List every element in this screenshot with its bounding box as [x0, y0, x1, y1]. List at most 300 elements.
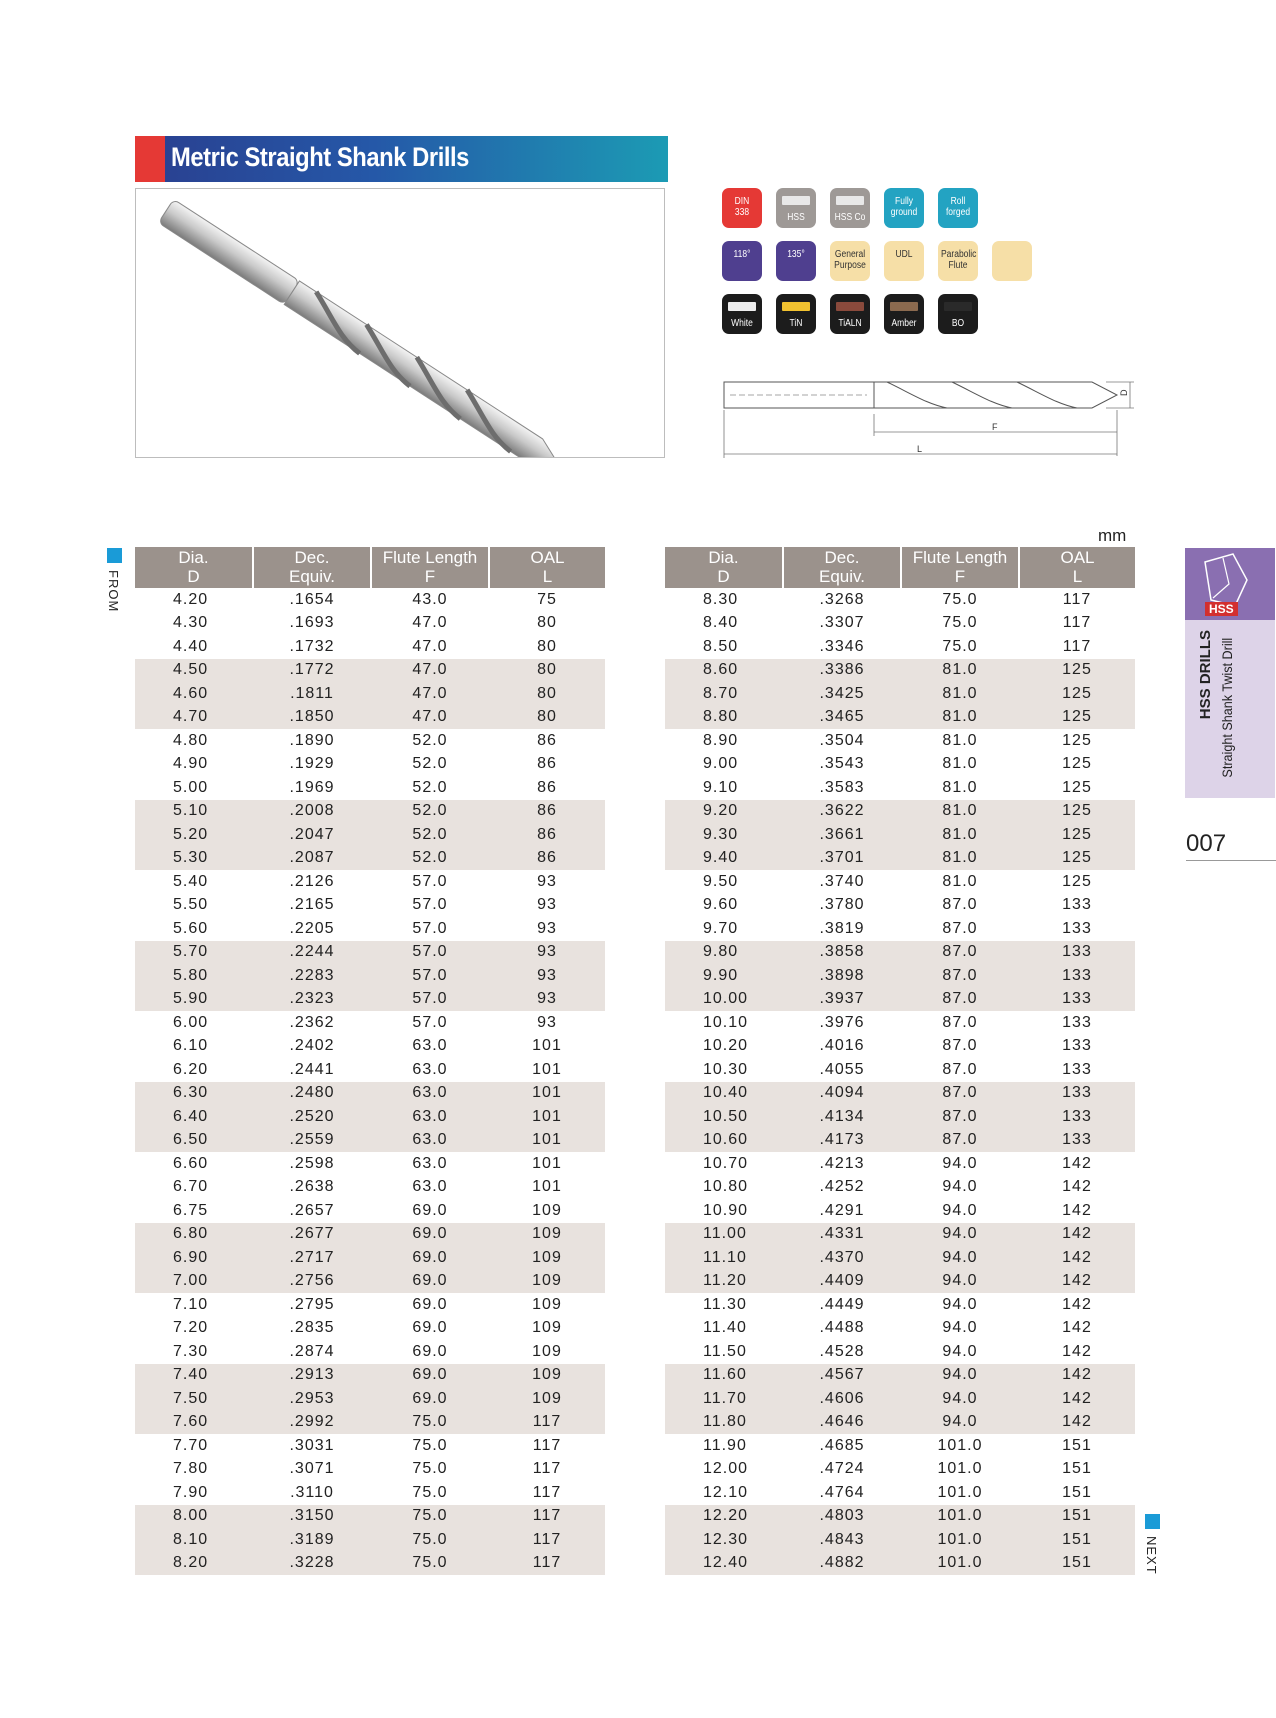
section-tab-body: [1185, 620, 1275, 798]
general-purpose-icon: [830, 241, 870, 281]
column-header-symbol: D: [187, 567, 200, 586]
table-cell: 8.10: [135, 1528, 253, 1552]
table-cell: 125: [1019, 659, 1135, 683]
table-cell: .2835: [289, 1319, 335, 1337]
table-cell: 6.00: [173, 1013, 209, 1031]
table-cell: 10.20: [703, 1037, 749, 1055]
column-header: [1019, 547, 1135, 588]
table-cell: 6.70: [173, 1178, 209, 1196]
table-cell: 10.90: [703, 1201, 749, 1219]
dim-f-label: F: [992, 422, 998, 432]
table-cell: 125: [1019, 682, 1135, 706]
column-header-symbol: F: [424, 567, 436, 586]
table-row: [135, 706, 605, 730]
table-cell: .2638: [289, 1178, 335, 1196]
table-row: [665, 894, 1135, 918]
table-cell: .3858: [783, 941, 901, 965]
table-row: [665, 1199, 1135, 1223]
table-cell: .2677: [253, 1223, 371, 1247]
table-cell: 9.70: [703, 919, 739, 937]
table-cell: 10.00: [665, 988, 783, 1012]
column-header: [489, 547, 605, 588]
table-cell: 142: [1062, 1178, 1092, 1196]
table-cell: 93: [537, 896, 557, 914]
table-cell: 63.0: [371, 1105, 489, 1129]
table-cell: 6.75: [173, 1201, 209, 1219]
table-cell: 10.40: [665, 1082, 783, 1106]
table-cell: 87.0: [942, 1013, 978, 1031]
parabolic-flute-icon-label: Flute: [948, 260, 968, 271]
table-cell: 7.30: [173, 1342, 209, 1360]
table-cell: 101: [489, 1129, 605, 1153]
table-cell: .4685: [819, 1436, 865, 1454]
dim-d-label: D: [1119, 389, 1129, 396]
table-row: [665, 1176, 1135, 1200]
table-cell: 69.0: [412, 1319, 448, 1337]
table-row: [665, 1364, 1135, 1388]
table-cell: .3071: [289, 1460, 335, 1478]
table-cell: 7.10: [173, 1295, 209, 1313]
table-cell: .2087: [253, 847, 371, 871]
table-cell: 7.40: [135, 1364, 253, 1388]
table-cell: 75.0: [942, 590, 978, 608]
table-cell: 133: [1062, 1013, 1092, 1031]
table-cell: 63.0: [412, 1154, 448, 1172]
table-cell: 87.0: [901, 941, 1019, 965]
table-cell: 94.0: [942, 1319, 978, 1337]
table-cell: 12.10: [703, 1483, 749, 1501]
table-cell: 125: [1062, 778, 1092, 796]
table-row: [135, 753, 605, 777]
table-cell: 125: [1019, 847, 1135, 871]
table-cell: 11.20: [665, 1270, 783, 1294]
table-cell: .3661: [783, 823, 901, 847]
table-cell: .4094: [783, 1082, 901, 1106]
table-cell: .2913: [253, 1364, 371, 1388]
table-cell: 6.10: [173, 1037, 209, 1055]
table-cell: .4606: [783, 1387, 901, 1411]
table-cell: 81.0: [901, 800, 1019, 824]
parabolic-flute-icon: [938, 241, 978, 281]
table-row: [135, 1528, 605, 1552]
table-cell: 11.10: [665, 1246, 783, 1270]
table-cell: 125: [1019, 823, 1135, 847]
table-cell: 93: [537, 919, 557, 937]
table-cell: 94.0: [901, 1246, 1019, 1270]
point-118-icon-label: 118°: [733, 249, 751, 260]
table-cell: .2657: [289, 1201, 335, 1219]
table-row: [665, 1035, 1135, 1059]
table-cell: .3583: [819, 778, 865, 796]
table-cell: 75.0: [412, 1460, 448, 1478]
table-cell: 63.0: [412, 1178, 448, 1196]
table-cell: 12.30: [665, 1528, 783, 1552]
table-cell: 8.60: [665, 659, 783, 683]
din-338-icon-label: 338: [734, 207, 750, 218]
table-row: [135, 1199, 605, 1223]
drill-table-left: [135, 547, 605, 1575]
table-cell: 63.0: [412, 1060, 448, 1078]
table-cell: 57.0: [371, 988, 489, 1012]
table-cell: 5.90: [135, 988, 253, 1012]
table-cell: .3268: [819, 590, 865, 608]
table-cell: 101.0: [901, 1552, 1019, 1576]
table-cell: 125: [1062, 755, 1092, 773]
hss-icon-label: HSS: [787, 212, 805, 223]
table-cell: .4449: [819, 1295, 865, 1313]
table-row: [665, 1528, 1135, 1552]
table-row: [135, 917, 605, 941]
table-cell: 75: [537, 590, 557, 608]
table-cell: 7.60: [135, 1411, 253, 1435]
drill-photo: [135, 188, 665, 458]
table-cell: 142: [1062, 1201, 1092, 1219]
table-cell: 52.0: [412, 755, 448, 773]
table-cell: .3937: [783, 988, 901, 1012]
table-cell: 8.30: [703, 590, 739, 608]
amber-finish-icon-label: Amber: [891, 318, 917, 329]
table-row: [665, 1505, 1135, 1529]
dim-l-label: L: [917, 444, 923, 454]
table-cell: 117: [1062, 590, 1092, 608]
table-cell: 75.0: [371, 1505, 489, 1529]
table-cell: 4.20: [173, 590, 209, 608]
table-cell: 101.0: [937, 1460, 983, 1478]
table-row: [665, 706, 1135, 730]
table-cell: 52.0: [371, 847, 489, 871]
table-cell: 87.0: [901, 988, 1019, 1012]
table-cell: 80: [489, 682, 605, 706]
table-row: [665, 753, 1135, 777]
table-cell: 109: [489, 1246, 605, 1270]
table-cell: 8.90: [703, 731, 739, 749]
table-cell: 133: [1019, 1082, 1135, 1106]
next-arrow-icon[interactable]: [1145, 1514, 1160, 1529]
table-cell: 5.10: [135, 800, 253, 824]
table-cell: 81.0: [901, 659, 1019, 683]
table-cell: 94.0: [901, 1364, 1019, 1388]
table-cell: 93: [489, 988, 605, 1012]
table-cell: 57.0: [412, 896, 448, 914]
table-cell: 125: [1062, 731, 1092, 749]
column-header-label: Dec.: [294, 548, 330, 567]
table-row: [135, 776, 605, 800]
table-cell: 133: [1062, 1060, 1092, 1078]
table-cell: .4134: [783, 1105, 901, 1129]
table-cell: 125: [1019, 800, 1135, 824]
table-cell: .4213: [819, 1154, 865, 1172]
table-cell: 101: [489, 1082, 605, 1106]
table-row: [135, 894, 605, 918]
table-cell: 7.00: [135, 1270, 253, 1294]
section-title: HSS DRILLS: [1197, 630, 1214, 720]
table-cell: 93: [537, 1013, 557, 1031]
table-cell: 109: [532, 1319, 562, 1337]
fully-ground-icon-label: ground: [890, 207, 918, 218]
table-cell: 9.00: [703, 755, 739, 773]
table-cell: 5.50: [173, 896, 209, 914]
table-cell: 8.80: [665, 706, 783, 730]
table-cell: 94.0: [901, 1270, 1019, 1294]
table-cell: 86: [489, 823, 605, 847]
fully-ground-icon: [884, 188, 924, 228]
table-cell: .2205: [289, 919, 335, 937]
table-cell: 4.40: [173, 637, 209, 655]
table-cell: .3976: [819, 1013, 865, 1031]
table-cell: 9.10: [703, 778, 739, 796]
table-row: [135, 1293, 605, 1317]
table-cell: 81.0: [942, 778, 978, 796]
table-cell: 94.0: [942, 1201, 978, 1219]
table-cell: 69.0: [412, 1295, 448, 1313]
point-135-icon-label: 135°: [787, 249, 805, 260]
table-cell: 5.00: [173, 778, 209, 796]
table-cell: 9.80: [665, 941, 783, 965]
column-header-label: Flute Length: [382, 548, 478, 567]
column-header-symbol: Equiv.: [819, 567, 865, 586]
table-cell: 80: [489, 659, 605, 683]
table-header-row: [665, 547, 1135, 588]
table-cell: 5.70: [135, 941, 253, 965]
table-row: [665, 659, 1135, 683]
point-118-icon: [722, 241, 762, 281]
table-cell: 81.0: [901, 823, 1019, 847]
column-header: [665, 547, 783, 588]
amber-finish-icon-swatch: [890, 302, 918, 311]
table-cell: .3307: [819, 614, 865, 632]
table-cell: .4764: [819, 1483, 865, 1501]
column-header: [783, 547, 901, 588]
table-cell: .2402: [289, 1037, 335, 1055]
tin-coating-icon: [776, 294, 816, 334]
hss-icon-swatch: [782, 196, 810, 205]
from-label[interactable]: FROM: [106, 570, 121, 613]
table-cell: 12.00: [703, 1460, 749, 1478]
table-cell: 101: [532, 1060, 562, 1078]
table-cell: 69.0: [371, 1387, 489, 1411]
roll-forged-icon-label: Roll: [950, 196, 966, 207]
table-row: [665, 1129, 1135, 1153]
table-cell: 86: [537, 778, 557, 796]
table-cell: 109: [489, 1223, 605, 1247]
column-header-label: Dec.: [824, 548, 860, 567]
table-cell: 87.0: [901, 1105, 1019, 1129]
table-cell: 9.30: [665, 823, 783, 847]
table-cell: .1890: [289, 731, 335, 749]
table-cell: 12.20: [665, 1505, 783, 1529]
table-cell: 9.20: [665, 800, 783, 824]
table-cell: 109: [489, 1387, 605, 1411]
table-cell: .4646: [783, 1411, 901, 1435]
table-cell: 47.0: [412, 637, 448, 655]
table-cell: .3819: [819, 919, 865, 937]
page-number-rule: [1186, 860, 1276, 861]
table-row: [665, 1317, 1135, 1341]
table-cell: 93: [537, 872, 557, 890]
table-cell: .2362: [289, 1013, 335, 1031]
table-cell: 6.20: [173, 1060, 209, 1078]
table-cell: 75.0: [942, 614, 978, 632]
table-cell: 75.0: [371, 1528, 489, 1552]
table-cell: 80: [537, 614, 557, 632]
table-cell: .3031: [289, 1436, 335, 1454]
table-cell: 125: [1062, 872, 1092, 890]
tin-coating-icon-label: TiN: [789, 318, 803, 329]
table-cell: 151: [1062, 1436, 1092, 1454]
table-cell: 94.0: [942, 1342, 978, 1360]
table-cell: .2283: [253, 964, 371, 988]
table-row: [665, 1152, 1135, 1176]
table-cell: 101: [489, 1105, 605, 1129]
table-cell: 94.0: [901, 1223, 1019, 1247]
table-cell: .4724: [819, 1460, 865, 1478]
table-cell: .2165: [289, 896, 335, 914]
table-cell: 69.0: [371, 1270, 489, 1294]
table-cell: 52.0: [412, 731, 448, 749]
table-cell: 87.0: [942, 1060, 978, 1078]
table-cell: 47.0: [412, 614, 448, 632]
table-cell: .2717: [253, 1246, 371, 1270]
table-cell: .4291: [819, 1201, 865, 1219]
table-cell: .1850: [253, 706, 371, 730]
table-cell: .2244: [253, 941, 371, 965]
table-cell: 86: [489, 847, 605, 871]
table-cell: .3622: [783, 800, 901, 824]
table-cell: 47.0: [371, 682, 489, 706]
table-row: [135, 823, 605, 847]
table-cell: 133: [1019, 964, 1135, 988]
table-cell: 75.0: [371, 1552, 489, 1576]
table-cell: .3780: [819, 896, 865, 914]
din-338-icon-label: DIN: [734, 196, 750, 207]
tialn-coating-icon-label: TiALN: [838, 318, 862, 329]
table-row: [135, 659, 605, 683]
table-cell: 7.20: [173, 1319, 209, 1337]
table-cell: 57.0: [412, 1013, 448, 1031]
table-row: [665, 1058, 1135, 1082]
table-cell: 11.00: [665, 1223, 783, 1247]
hss-co-icon-swatch: [836, 196, 864, 205]
table-cell: 9.50: [703, 872, 739, 890]
table-cell: 11.40: [703, 1319, 747, 1337]
table-cell: .4370: [783, 1246, 901, 1270]
table-cell: 93: [489, 941, 605, 965]
table-cell: .3898: [783, 964, 901, 988]
general-purpose-icon-label: General: [834, 249, 866, 260]
roll-forged-icon: [938, 188, 978, 228]
table-cell: 8.40: [703, 614, 739, 632]
table-row: [665, 1105, 1135, 1129]
table-cell: 80: [489, 706, 605, 730]
table-cell: .2323: [253, 988, 371, 1012]
table-cell: 69.0: [371, 1246, 489, 1270]
table-cell: 80: [537, 637, 557, 655]
table-cell: 6.90: [135, 1246, 253, 1270]
column-header-label: OAL: [530, 548, 565, 567]
white-finish-icon: [722, 294, 762, 334]
table-cell: .2992: [253, 1411, 371, 1435]
table-row: [135, 1364, 605, 1388]
table-row: [665, 800, 1135, 824]
tin-coating-icon-swatch: [782, 302, 810, 311]
table-row: [665, 1082, 1135, 1106]
banner-accent: [135, 136, 165, 182]
column-header: [371, 547, 489, 588]
table-cell: 142: [1062, 1154, 1092, 1172]
table-cell: 52.0: [371, 823, 489, 847]
title-banner: [135, 136, 668, 182]
section-subtitle: Straight Shank Twist Drill: [1219, 637, 1235, 778]
table-cell: 101.0: [901, 1505, 1019, 1529]
table-row: [135, 1129, 605, 1153]
table-cell: 86: [537, 731, 557, 749]
table-row: [665, 1411, 1135, 1435]
table-cell: .4331: [783, 1223, 901, 1247]
table-cell: .3386: [783, 659, 901, 683]
table-cell: 117: [1062, 637, 1092, 655]
table-row: [135, 847, 605, 871]
table-cell: 75.0: [942, 637, 978, 655]
table-cell: 109: [532, 1295, 562, 1313]
table-row: [135, 612, 605, 636]
table-cell: .3465: [783, 706, 901, 730]
tialn-coating-icon-swatch: [836, 302, 864, 311]
table-cell: .4173: [783, 1129, 901, 1153]
table-row: [665, 1481, 1135, 1505]
table-cell: 6.50: [135, 1129, 253, 1153]
table-cell: 133: [1019, 1129, 1135, 1153]
table-cell: 57.0: [371, 941, 489, 965]
table-row: [665, 964, 1135, 988]
table-cell: 10.50: [665, 1105, 783, 1129]
table-cell: .4488: [819, 1319, 865, 1337]
table-cell: .2008: [253, 800, 371, 824]
table-row: [135, 1317, 605, 1341]
drill-table-right: [665, 547, 1135, 1575]
next-label[interactable]: NEXT: [1144, 1536, 1159, 1575]
table-cell: .3701: [783, 847, 901, 871]
table-row: [135, 1082, 605, 1106]
table-cell: 81.0: [942, 755, 978, 773]
table-row: [135, 1505, 605, 1529]
table-row: [665, 1340, 1135, 1364]
table-row: [665, 776, 1135, 800]
table-cell: 87.0: [942, 1037, 978, 1055]
table-cell: 87.0: [942, 919, 978, 937]
table-row: [665, 635, 1135, 659]
table-row: [135, 1434, 605, 1458]
table-row: [135, 1458, 605, 1482]
table-row: [135, 870, 605, 894]
table-cell: 117: [1062, 614, 1092, 632]
table-cell: 117: [489, 1528, 605, 1552]
table-cell: 52.0: [412, 778, 448, 796]
table-cell: 117: [489, 1552, 605, 1576]
table-cell: .3150: [253, 1505, 371, 1529]
table-row: [665, 1293, 1135, 1317]
column-header-symbol: L: [542, 567, 553, 586]
from-arrow-icon[interactable]: [107, 548, 122, 563]
table-cell: 11.80: [665, 1411, 783, 1435]
table-cell: 69.0: [412, 1201, 448, 1219]
table-row: [665, 847, 1135, 871]
dimension-drawing: [722, 374, 1142, 460]
udl-icon: [884, 241, 924, 281]
table-cell: 9.90: [665, 964, 783, 988]
table-cell: 4.90: [173, 755, 209, 773]
table-cell: 7.50: [135, 1387, 253, 1411]
table-cell: 133: [1019, 941, 1135, 965]
